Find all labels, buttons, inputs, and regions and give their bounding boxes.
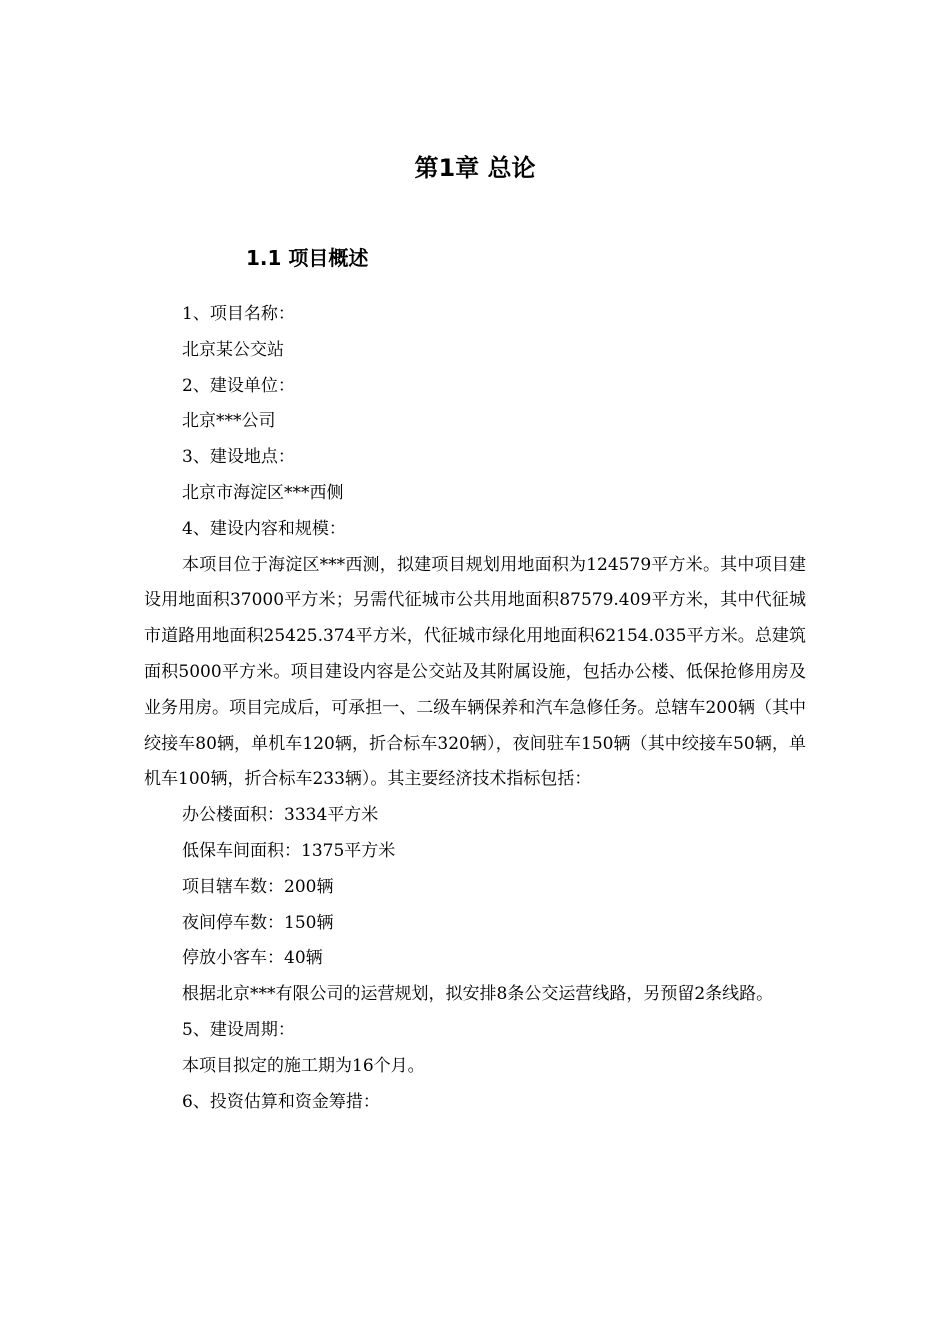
item-heading-investment: 6、投资估算和资金筹措： [182, 1091, 380, 1112]
document-body [144, 297, 806, 1120]
period-value: 本项目拟定的施工期为16个月。 [182, 1055, 425, 1076]
item-heading-period: 5、建设周期： [182, 1019, 295, 1040]
item-heading-project-name: 1、项目名称： [182, 304, 295, 324]
indicator-vehicle-count: 项目辖车数：200辆 [182, 876, 334, 897]
scope-paragraph: 本项目位于海淀区***西测，拟建项目规划用地面积为124579平方米。其中项目建设用地面积37000平方米；另需代征城市公共用地面积87579.409平方米，其中代征城市道路用地面积25425.374平方米，代征城市绿化用地面积62154.035平方米。总建筑面积5000平方米。项目建设内容是公交站及其附属设施，包括办公楼、低保抢修用房及业务用房。项目完成后，可承担一、二级车辆保养和汽车急修任务。总辖车200辆（其中绞接车80辆，单机车120辆，折合标车320辆），夜间驻车150辆（其中绞接车50辆，单机车100辆，折合标车233辆）。其主要经济技术指标包括： [144, 554, 806, 790]
item-heading-location: 3、建设地点： [182, 447, 295, 468]
item-heading-builder: 2、建设单位： [182, 375, 295, 396]
builder-value: 北京***公司 [182, 411, 276, 432]
chapter-title: 第1章 总论 [414, 154, 536, 182]
location-value: 北京市海淀区***西侧 [182, 482, 344, 503]
section-title: 1.1 项目概述 [246, 246, 369, 270]
project-name-value: 北京某公交站 [182, 339, 284, 360]
indicator-office-area: 办公楼面积：3334平方米 [182, 805, 379, 826]
indicator-car-parking: 停放小客车：40辆 [182, 948, 323, 969]
indicator-night-parking: 夜间停车数：150辆 [182, 912, 334, 933]
indicator-workshop-area: 低保车间面积：1375平方米 [182, 840, 396, 861]
route-plan-paragraph: 根据北京***有限公司的运营规划，拟安排8条公交运营线路，另预留2条线路。 [182, 984, 774, 1005]
item-heading-scope: 4、建设内容和规模： [182, 518, 346, 539]
